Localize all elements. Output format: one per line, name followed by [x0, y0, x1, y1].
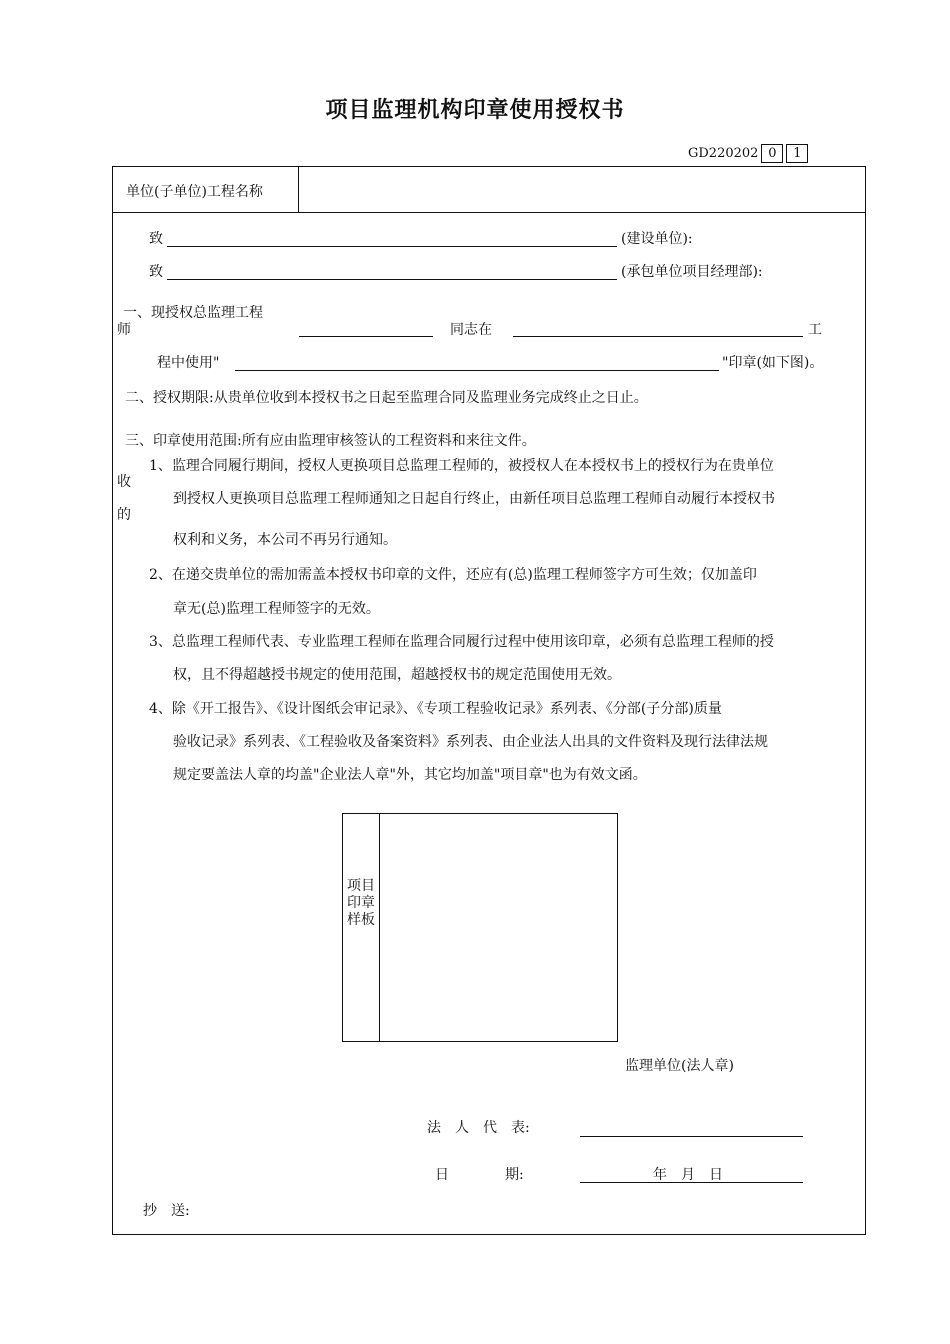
item-1-line-3: 权利和义务，本公司不再另行通知。 [173, 532, 397, 548]
form-code [688, 144, 808, 163]
date-label: 日 期: [435, 1167, 524, 1183]
form-code-box-1: 0 [761, 144, 783, 163]
to-suffix-2: (承包单位项目经理部): [621, 264, 763, 280]
section1-line2-suffix: "印章(如下图)。 [722, 355, 824, 371]
legal-rep-label: 法 人 代 表: [427, 1120, 530, 1136]
stamp-sample-divider [379, 814, 380, 1041]
project-field[interactable] [513, 336, 803, 337]
form-code-box-2: 1 [786, 144, 808, 163]
item-4-line-1: 4、除《开工报告》、《设计图纸会审记录》、《专项工程验收记录》系列表、《分部(子分部)质量 [149, 701, 722, 717]
stamp-sample-label: 项目印章样板 [347, 878, 375, 928]
page-title: 项目监理机构印章使用授权书 [325, 98, 625, 123]
item-4-line-3: 规定要盖法人章的均盖"企业法人章"外，其它均加盖"项目章"也为有效文函。 [173, 767, 647, 783]
header-col-divider [298, 167, 299, 212]
item-3-line-1: 3、总监理工程师代表、专业监理工程师在监理合同履行过程中使用该印章，必须有总监理工程师的授 [149, 634, 774, 650]
date-field[interactable] [580, 1182, 803, 1183]
date-value: 年 月 日 [653, 1167, 723, 1183]
section1-line2-prefix: 程中使用" [157, 355, 220, 371]
item-1-line-2: 到授权人更换项目总监理工程师通知之日起自行终止，由新任项目总监理工程师自动履行本授权书 [173, 491, 775, 507]
section1-end: 工 [808, 322, 822, 338]
side-char-a: 收 [117, 474, 131, 490]
supervisor-unit-label: 监理单位(法人章) [625, 1058, 734, 1074]
item-3-line-2: 权，且不得超越授书规定的使用范围，超越授权书的规定范围使用无效。 [173, 667, 621, 683]
section1-mid: 同志在 [450, 322, 492, 338]
to-field-2[interactable] [167, 279, 617, 280]
item-1-line-1: 1、监理合同履行期间，授权人更换项目总监理工程师的，被授权人在本授权书上的授权行为在贵单位 [149, 458, 774, 474]
header-divider [113, 212, 865, 213]
section1-part-a: 一、现授权总监理工程 [123, 305, 263, 321]
section3-text: 三、印章使用范围:所有应由监理审核签认的工程资料和来往文件。 [125, 433, 536, 449]
form-code-prefix: GD220202 [688, 146, 759, 161]
item-2-line-1: 2、在递交贵单位的需加需盖本授权书印章的文件，还应有(总)监理工程师签字方可生效；仅加盖印 [149, 567, 757, 583]
form-frame [112, 166, 866, 1235]
to-prefix-1: 致 [149, 231, 163, 247]
to-prefix-2: 致 [149, 264, 163, 280]
item-2-line-2: 章无(总)监理工程师签字的无效。 [173, 601, 380, 617]
project-name-label: 单位(子单位)工程名称 [126, 184, 263, 200]
section2-text: 二、授权期限:从贵单位收到本授权书之日起至监理合同及监理业务完成终止之日止。 [125, 390, 648, 406]
section1-part-b: 师 [117, 322, 131, 338]
to-suffix-1: (建设单位): [621, 231, 693, 247]
legal-rep-field[interactable] [580, 1136, 803, 1137]
chief-engineer-field[interactable] [299, 336, 433, 337]
item-4-line-2: 验收记录》系列表、《工程验收及备案资料》系列表、由企业法人出具的文件资料及现行法律法规 [173, 734, 768, 750]
side-char-b: 的 [117, 507, 131, 523]
stamp-sample-box [342, 813, 618, 1042]
seal-name-field[interactable] [235, 370, 719, 371]
cc-label: 抄 送: [143, 1203, 190, 1219]
to-field-1[interactable] [167, 246, 617, 247]
